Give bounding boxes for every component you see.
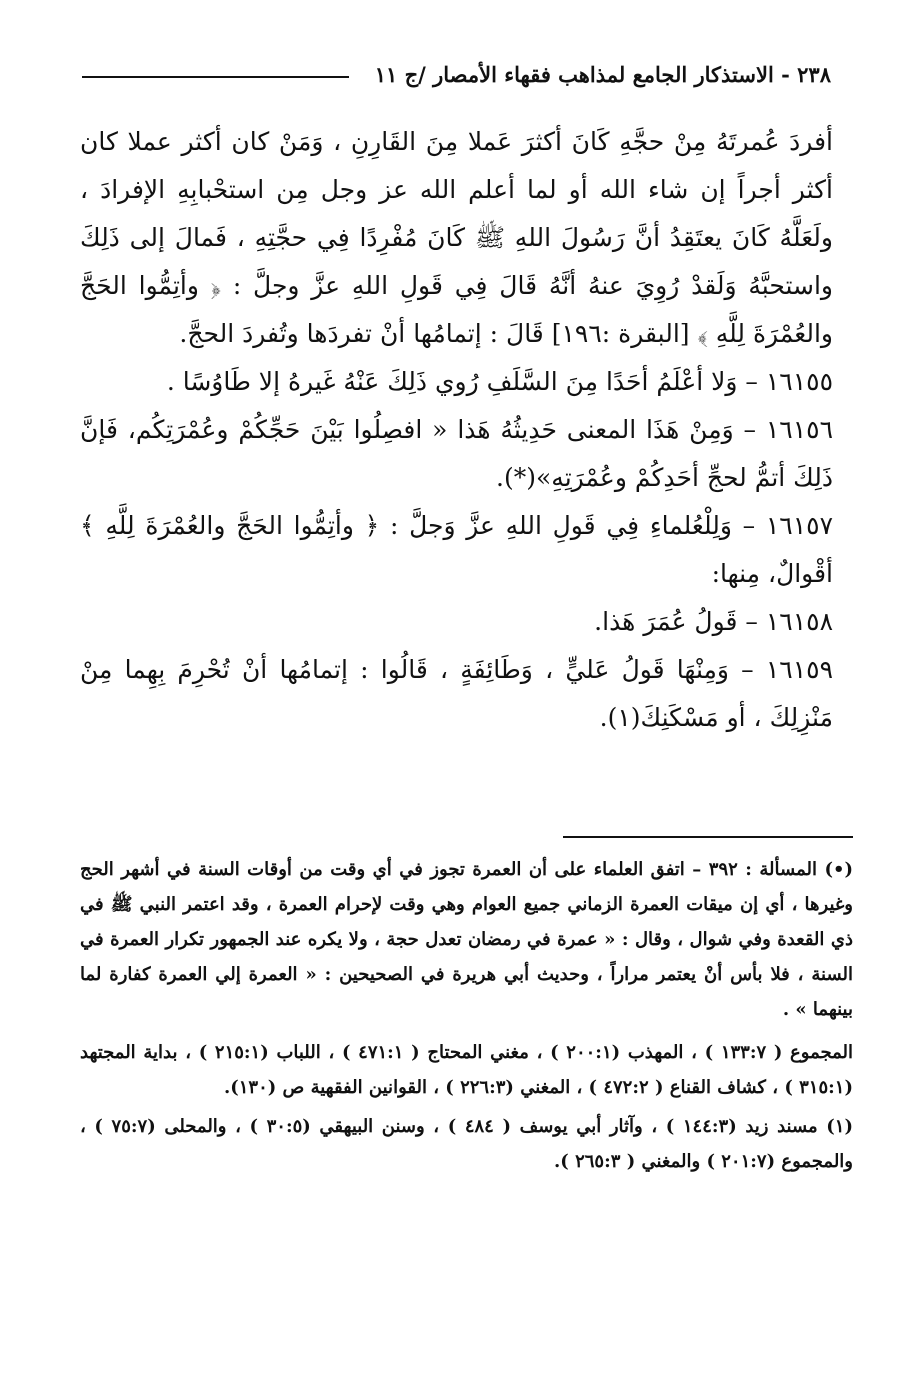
- footnote-separator: [563, 836, 853, 838]
- paragraph-16158: ١٦١٥٨ – قَولُ عُمَرَ هَذا.: [594, 607, 833, 636]
- footnotes: [80, 852, 853, 1179]
- running-header: [82, 56, 831, 92]
- header-rule: [82, 76, 349, 78]
- footnote-1: (١) مسند زيد (١٤٤:٣ ) ، وآثار أبي يوسف ( ٤٨٤ ) ، وسنن البيهقي (٣٠:٥ ) ، والمحلى (٧٥:٧ ) ، والمجموع (٢٠١:٧ ) والمغني ( ٢٦٥:٣ ).: [80, 1116, 853, 1172]
- running-head-text: ٢٣٨ - الاستذكار الجامع لمذاهب فقهاء الأمصار /ج ١١: [374, 61, 831, 87]
- footnote-references: المجموع ( ١٣٣:٧ ) ، المهذب (٢٠٠:١ ) ، مغني المحتاج ( ٤٧١:١ ) ، اللباب (٢١٥:١ ) ، بداية المجتهد (٣١٥:١ ) ، كشاف القناع ( ٤٧٢:٢ ) ، المغني (٢٢٦:٣ ) ، القوانين الفقهية ص (١٣٠).: [80, 1042, 854, 1098]
- paragraph-16156: ١٦١٥٦ – وَمِنْ هَذَا المعنى حَدِيثُهُ هَذا « افصِلُوا بَيْنَ حَجِّكُمْ وعُمْرَتِكُم، فَإنَّ ذَلِكَ أتمُّ لحجِّ أحَدِكُمْ وعُمْرَتِهِ»(*).: [80, 415, 833, 492]
- paragraph-16155: ١٦١٥٥ – وَلا أعْلَمُ أحَدًا مِنَ السَّلَفِ رُوي ذَلِكَ عَنْهُ غَيرهُ إلا طَاوُسًا .: [166, 367, 833, 396]
- paragraph-16157: ١٦١٥٧ – وَلِلْعُلماءِ فِي قَولِ اللهِ عزَّ وَجلَّ : ﴿ وأتِمُّوا الحَجَّ والعُمْرَةَ لِلَّهِ ﴾ أقْوالٌ، مِنها:: [80, 511, 833, 588]
- paragraph-intro: أفردَ عُمرتَهُ مِنْ حجَّهِ كَانَ أكثرَ عَملا مِنَ القَارِنِ ، وَمَنْ كان أكثر عملا كان أكثر أجراً إن شاء الله أو لما أعلم الله عز وجل مِن استحْبابِهِ الإفرادَ ، ولَعَلَّهُ كَانَ يعتَقِدُ أنَّ رَسُولَ اللهِ ﷺ كَانَ مُفْرِدًا فِي حجَّتِهِ ، فَمالَ إلى ذَلِكَ واستحبَّهُ وَلَقدْ رُوِيَ عنهُ أنَّهُ قَالَ فِي قَولِ اللهِ عزَّ وجلَّ : ﴿ وأتِمُّوا الحَجَّ والعُمْرَةَ لِلَّهِ ﴾ [البقرة :١٩٦] قَالَ : إتمامُها أنْ تفردَها وتُفردَ الحجَّ.: [80, 127, 833, 348]
- main-text: [80, 118, 833, 742]
- footnote-masala: (•) المسألة : ٣٩٢ – اتفق العلماء على أن العمرة تجوز في أي وقت من أوقات السنة في أشهر الحج وغيرها ، أي إن ميقات العمرة الزماني جميع العوام وهي وقت لإحرام العمرة ، وقد اعتمر النبي ﷺ في ذي القعدة وفي شوال ، وقال : « عمرة في رمضان تعدل حجة ، ولا يكره عند الجمهور تكرار العمرة في السنة ، فلا بأس أنْ يعتمر مراراً ، وحديث أبي هريرة في الصحيحين : « العمرة إلي العمرة كفارة لما بينهما » .: [80, 859, 853, 1020]
- paragraph-16159: ١٦١٥٩ – وَمِنْهَا قَولُ عَليٍّ ، وَطَائِفَةٍ ، قَالُوا : إتمامُها أنْ تُحْرِمَ بِهِما مِنْ مَنْزِلِكَ ، أو مَسْكَنِكَ(١).: [80, 655, 833, 732]
